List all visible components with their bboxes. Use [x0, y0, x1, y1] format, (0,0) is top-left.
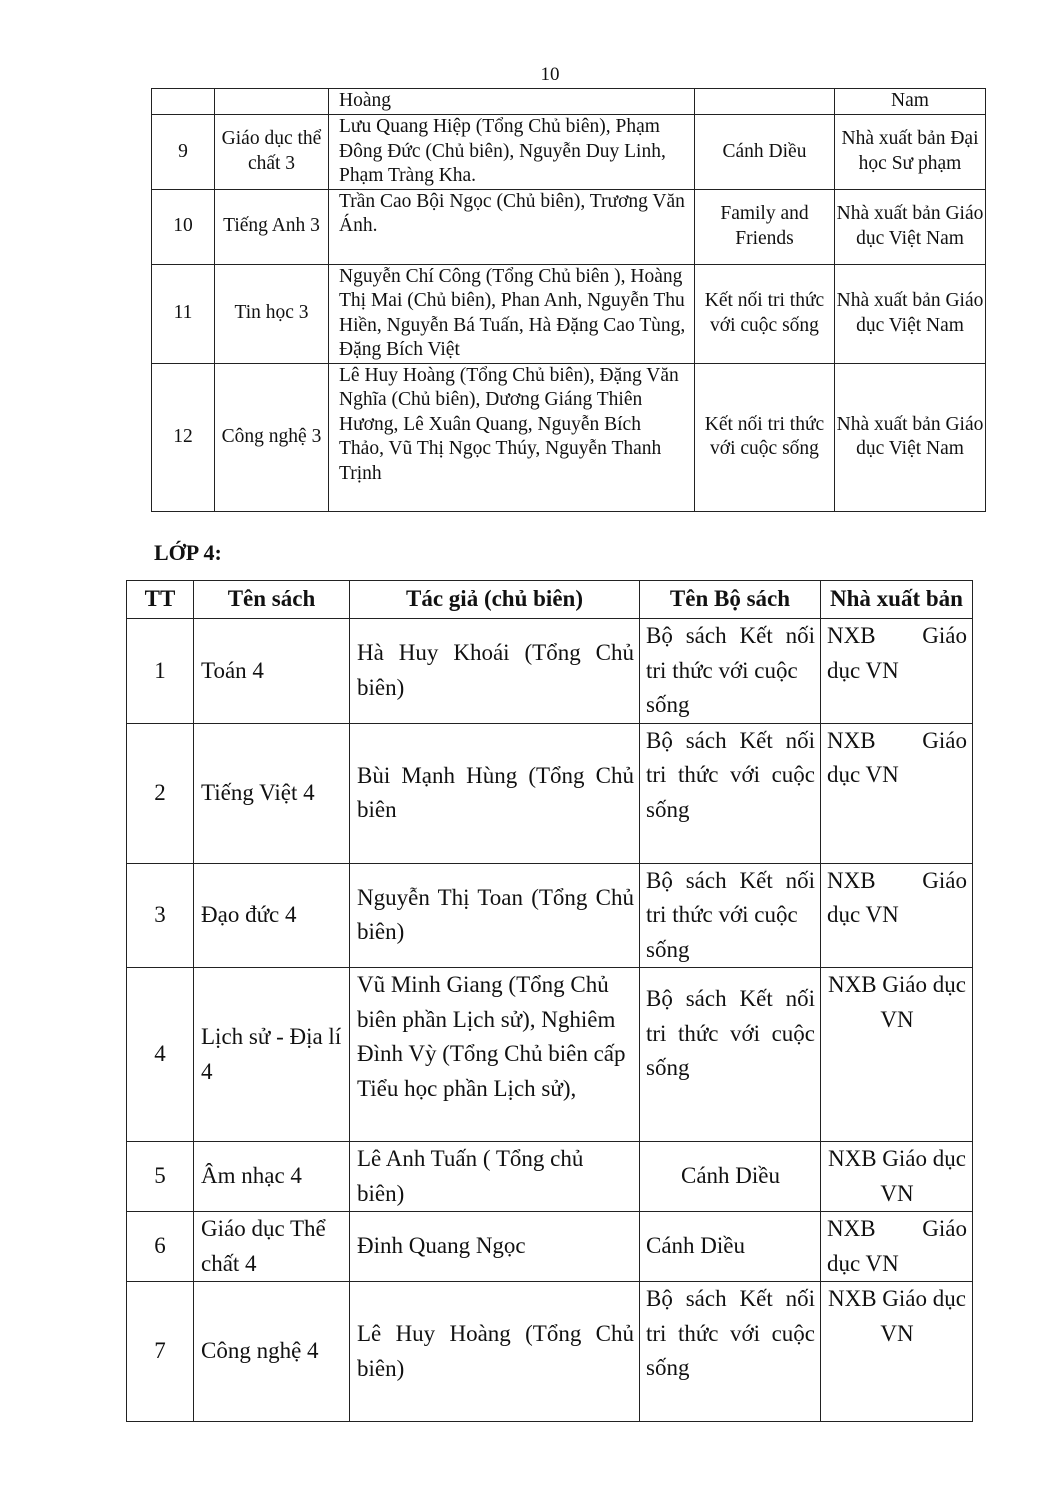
publisher-cell: NXB Giáo dục VN [821, 1142, 973, 1212]
publisher-cell: Nam [835, 89, 986, 115]
book-name-cell: Toán 4 [194, 619, 350, 724]
author-cell: Nguyễn Thị Toan (Tổng Chủ biên) [350, 863, 640, 968]
tt-cell: 6 [127, 1212, 194, 1282]
book-set-cell [640, 619, 821, 724]
book-name-cell: Giáo dục thể chất 3 [215, 115, 329, 190]
publisher-word: Giáo [922, 867, 967, 893]
book-name-cell: Tin học 3 [215, 264, 329, 363]
book-name-cell [215, 89, 329, 115]
table-row [127, 1142, 973, 1212]
author-cell: Lê Anh Tuấn ( Tổng chủ biên) [350, 1142, 640, 1212]
publisher-abbr: NXB [827, 623, 876, 648]
tt-cell: 1 [127, 619, 194, 724]
table-row [152, 363, 986, 511]
tt-cell: 2 [127, 723, 194, 863]
lop4-books-table [126, 580, 973, 1422]
publisher-cell [821, 1212, 973, 1282]
publisher-word: Giáo [922, 1216, 967, 1241]
book-set-cell: Bộ sách Kết nối tri thức với cuộc sống [640, 723, 821, 863]
publisher-line2: dục VN [827, 902, 899, 927]
page-number: 10 [540, 64, 560, 85]
tt-cell: 7 [127, 1282, 194, 1422]
tt-cell: 5 [127, 1142, 194, 1212]
author-cell: Trần Cao Bội Ngọc (Chủ biên), Trương Văn Ánh. [329, 189, 695, 264]
table-row [127, 723, 973, 863]
book-name-cell: Giáo dục Thể chất 4 [194, 1212, 350, 1282]
table-row [152, 264, 986, 363]
book-set-cell: Bộ sách Kết nối tri thức với cuộc sống [640, 968, 821, 1142]
book-set-cell: Cánh Diều [640, 1142, 821, 1212]
book-set-text-end: sống [646, 692, 690, 717]
book-name-cell: Đạo đức 4 [194, 863, 350, 968]
publisher-cell [821, 619, 973, 724]
publisher-cell [821, 723, 973, 863]
table-row [152, 115, 986, 190]
publisher-cell: NXB Giáo dục VN [821, 1282, 973, 1422]
publisher-cell: Nhà xuất bản Giáo dục Việt Nam [835, 363, 986, 511]
table-row [127, 863, 973, 968]
author-cell: Hoàng [329, 89, 695, 115]
publisher-line2: dục VN [827, 762, 899, 787]
book-set-text-end: sống [646, 936, 690, 962]
book-name-cell: Tiếng Việt 4 [194, 723, 350, 863]
author-cell: Lê Huy Hoàng (Tổng Chủ biên) [350, 1282, 640, 1422]
book-set-cell: Cánh Diều [640, 1212, 821, 1282]
tt-cell: 9 [152, 115, 215, 190]
book-name-cell: Lịch sử - Địa lí 4 [194, 968, 350, 1142]
book-name-cell: Âm nhạc 4 [194, 1142, 350, 1212]
book-set-cell: Family and Friends [695, 189, 835, 264]
book-set-cell: Bộ sách Kết nối tri thức với cuộc sống [640, 1282, 821, 1422]
header-book-name: Tên sách [194, 581, 350, 619]
publisher-abbr: NXB [827, 867, 876, 893]
table-row [152, 89, 986, 115]
book-set-cell: Kết nối tri thức với cuộc sống [695, 363, 835, 511]
lop3-books-table [151, 88, 986, 512]
table-row [127, 1212, 973, 1282]
header-author: Tác giả (chủ biên) [350, 581, 640, 619]
publisher-cell: Nhà xuất bản Giáo dục Việt Nam [835, 189, 986, 264]
publisher-word: Giáo [922, 623, 967, 648]
book-name-cell: Tiếng Anh 3 [215, 189, 329, 264]
book-set-text: Bộ sách Kết nối tri thức với cuộc [646, 867, 815, 927]
book-set-cell [640, 863, 821, 968]
publisher-cell [821, 863, 973, 968]
publisher-abbr: NXB [827, 1216, 876, 1241]
tt-cell [152, 89, 215, 115]
header-book-set: Tên Bộ sách [640, 581, 821, 619]
table-header-row [127, 581, 973, 619]
book-set-cell: Cánh Diều [695, 115, 835, 190]
author-cell: Bùi Mạnh Hùng (Tổng Chủ biên [350, 723, 640, 863]
publisher-abbr: NXB [827, 727, 876, 753]
tt-cell: 3 [127, 863, 194, 968]
publisher-cell: NXB Giáo dục VN [821, 968, 973, 1142]
author-cell: Vũ Minh Giang (Tổng Chủ biên phần Lịch sử), Nghiêm Đình Vỳ (Tổng Chủ biên cấp Tiểu học phần Lịch sử), [350, 968, 640, 1142]
tt-cell: 10 [152, 189, 215, 264]
author-cell: Đinh Quang Ngọc [350, 1212, 640, 1282]
section-heading-lop4: LỚP 4: [154, 540, 222, 565]
header-publisher: Nhà xuất bản [821, 581, 973, 619]
author-cell: Lưu Quang Hiệp (Tổng Chủ biên), Phạm Đông Đức (Chủ biên), Nguyễn Duy Linh, Phạm Tràng Kha. [329, 115, 695, 190]
publisher-cell: Nhà xuất bản Đại học Sư phạm [835, 115, 986, 190]
book-name-cell: Công nghệ 3 [215, 363, 329, 511]
header-tt: TT [127, 581, 194, 619]
book-set-text: Bộ sách Kết nối tri thức với cuộc [646, 623, 815, 683]
table-row [152, 189, 986, 264]
tt-cell: 11 [152, 264, 215, 363]
author-cell: Hà Huy Khoái (Tổng Chủ biên) [350, 619, 640, 724]
author-cell: Nguyễn Chí Công (Tổng Chủ biên ), Hoàng Thị Mai (Chủ biên), Phan Anh, Nguyễn Thu Hiền, Nguyễn Bá Tuấn, Hà Đặng Cao Tùng, Đặng Bích Việt [329, 264, 695, 363]
author-cell: Lê Huy Hoàng (Tổng Chủ biên), Đặng Văn Nghĩa (Chủ biên), Dương Giáng Thiên Hương, Lê Xuân Quang, Nguyễn Bích Thảo, Vũ Thị Ngọc Thúy, Nguyễn Thanh Trịnh [329, 363, 695, 511]
book-set-cell [695, 89, 835, 115]
publisher-cell: Nhà xuất bản Giáo dục Việt Nam [835, 264, 986, 363]
tt-cell: 12 [152, 363, 215, 511]
table-row [127, 968, 973, 1142]
publisher-line2: dục VN [827, 657, 899, 683]
table-row [127, 1282, 973, 1422]
publisher-word: Giáo [922, 727, 967, 753]
book-name-cell: Công nghệ 4 [194, 1282, 350, 1422]
publisher-line2: dục VN [827, 1250, 899, 1276]
tt-cell: 4 [127, 968, 194, 1142]
table-row [127, 619, 973, 724]
book-set-cell: Kết nối tri thức với cuộc sống [695, 264, 835, 363]
